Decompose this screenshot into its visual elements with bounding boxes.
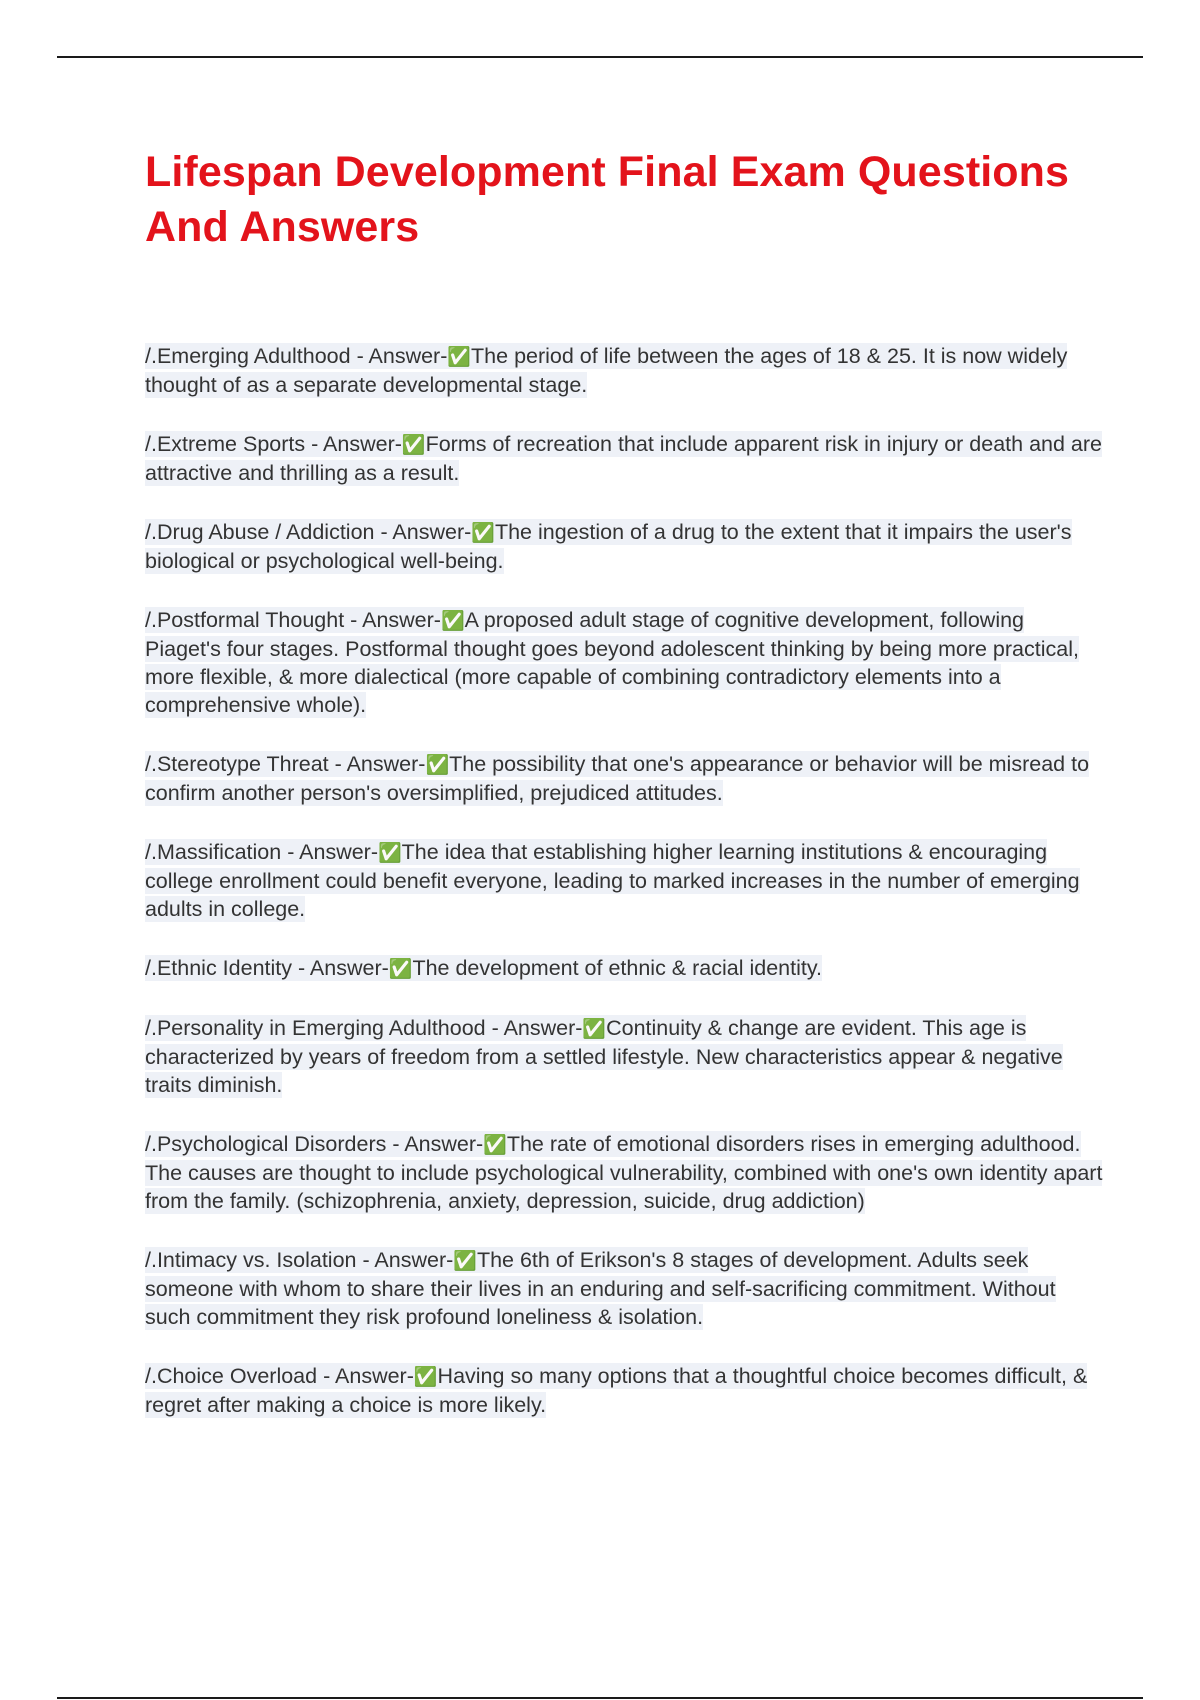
qa-answer: Continuity & change are evident. This age is characterized by years of freedom from a settled lifestyle. New characteristics appear & negative traits diminish. xyxy=(145,1016,1063,1097)
qa-text: /.Intimacy vs. Isolation - Answer-✅The 6th of Erikson's 8 stages of development. Adults seek someone with whom to share their lives in an enduring and self-sacrificing commitment. Without such commitment they risk profound loneliness & isolation. xyxy=(145,1248,1056,1329)
qa-separator: Answer- xyxy=(503,1016,583,1040)
check-icon: ✅ xyxy=(425,754,450,776)
qa-separator: Answer- xyxy=(368,344,448,368)
qa-prefix: /. xyxy=(145,840,157,864)
qa-item xyxy=(145,430,1105,487)
qa-term: Postformal Thought xyxy=(156,608,345,632)
check-icon: ✅ xyxy=(378,842,402,864)
qa-term: Massification xyxy=(156,840,282,864)
qa-prefix: /. xyxy=(145,608,157,632)
qa-separator: Answer- xyxy=(299,840,378,864)
qa-text: /.Drug Abuse / Addiction - Answer-✅The ingestion of a drug to the extent that it impairs the user's biological or psychological well-being. xyxy=(145,520,1072,573)
qa-separator: Answer- xyxy=(404,1132,484,1156)
check-icon: ✅ xyxy=(471,522,495,544)
qa-answer: The period of life between the ages of 18 & 25. It is now widely thought of as a separate developmental stage. xyxy=(145,344,1068,397)
qa-term: Extreme Sports xyxy=(156,432,306,456)
qa-term: Stereotype Threat xyxy=(156,752,329,776)
qa-answer: The ingestion of a drug to the extent that it impairs the user's biological or psychological well-being. xyxy=(145,520,1072,573)
qa-term: Personality in Emerging Adulthood xyxy=(156,1016,486,1040)
qa-text: /.Ethnic Identity - Answer-✅The development of ethnic & racial identity. xyxy=(145,956,822,980)
qa-term: Drug Abuse / Addiction xyxy=(156,520,375,544)
qa-list xyxy=(145,342,1105,1450)
qa-separator: Answer- xyxy=(335,1364,414,1388)
qa-term: Ethnic Identity xyxy=(156,956,292,980)
qa-item xyxy=(145,838,1105,923)
qa-text: /.Psychological Disorders - Answer-✅The rate of emotional disorders rises in emerging adulthood. The causes are thought to include psychological vulnerability, combined with one's own identity apart from the family. (schizophrenia, anxiety, depression, suicide, drug addiction) xyxy=(145,1132,1103,1213)
qa-answer: The 6th of Erikson's 8 stages of development. Adults seek someone with whom to share their lives in an enduring and self-sacrificing commitment. Without such commitment they risk profound loneliness & isolation. xyxy=(145,1248,1056,1329)
check-icon: ✅ xyxy=(483,1134,507,1156)
qa-prefix: /. xyxy=(145,344,157,368)
check-icon: ✅ xyxy=(447,346,472,368)
check-icon: ✅ xyxy=(440,610,465,632)
qa-term: Intimacy vs. Isolation xyxy=(156,1248,357,1272)
qa-term: Psychological Disorders xyxy=(156,1132,387,1156)
qa-item xyxy=(145,750,1105,807)
qa-prefix: /. xyxy=(145,432,157,456)
qa-separator: Answer- xyxy=(323,432,402,456)
qa-text: /.Extreme Sports - Answer-✅Forms of recreation that include apparent risk in injury or death and are attractive and thrilling as a result. xyxy=(145,432,1102,485)
check-icon: ✅ xyxy=(582,1018,607,1040)
qa-item xyxy=(145,954,1105,983)
check-icon: ✅ xyxy=(453,1250,477,1272)
check-icon: ✅ xyxy=(413,1366,438,1388)
qa-answer: The development of ethnic & racial identity. xyxy=(412,956,822,980)
qa-prefix: /. xyxy=(145,752,157,776)
qa-separator: Answer- xyxy=(346,752,426,776)
qa-answer: The possibility that one's appearance or behavior will be misread to confirm another person's oversimplified, prejudiced attitudes. xyxy=(145,752,1090,805)
qa-answer: A proposed adult stage of cognitive development, following Piaget's four stages. Postformal thought goes beyond adolescent thinking by being more practical, more flexible, & more dialectical (more capable of combining contradictory elements into a comprehensive whole). xyxy=(145,608,1079,717)
qa-text: /.Massification - Answer-✅The idea that establishing higher learning institutions & encouraging college enrollment could benefit everyone, leading to marked increases in the number of emerging adults in college. xyxy=(145,840,1080,921)
qa-text: /.Postformal Thought - Answer-✅A proposed adult stage of cognitive development, following Piaget's four stages. Postformal thought goes beyond adolescent thinking by being more practical, more flexible, & more dialectical (more capable of combining contradictory elements into a comprehensive whole). xyxy=(145,608,1079,717)
qa-text: /.Personality in Emerging Adulthood - Answer-✅Continuity & change are evident. This age is characterized by years of freedom from a settled lifestyle. New characteristics appear & negative traits diminish. xyxy=(145,1016,1063,1097)
check-icon: ✅ xyxy=(401,434,426,456)
qa-separator: Answer- xyxy=(309,956,389,980)
qa-item xyxy=(145,606,1105,719)
qa-answer: Having so many options that a thoughtful choice becomes difficult, & regret after making a choice is more likely. xyxy=(145,1364,1088,1417)
qa-separator: Answer- xyxy=(374,1248,454,1272)
qa-answer: The idea that establishing higher learning institutions & encouraging college enrollment could benefit everyone, leading to marked increases in the number of emerging adults in college. xyxy=(145,840,1080,921)
qa-prefix: /. xyxy=(145,1132,157,1156)
qa-text: /.Choice Overload - Answer-✅Having so many options that a thoughtful choice becomes difficult, & regret after making a choice is more likely. xyxy=(145,1364,1088,1417)
document-title: Lifespan Development Final Exam Questions And Answers xyxy=(145,148,1070,251)
qa-answer: The rate of emotional disorders rises in emerging adulthood. The causes are thought to include psychological vulnerability, combined with one's own identity apart from the family. (schizophrenia, anxiety, depression, suicide, drug addiction) xyxy=(145,1132,1103,1213)
qa-prefix: /. xyxy=(145,1364,157,1388)
qa-term: Choice Overload xyxy=(156,1364,318,1388)
qa-prefix: /. xyxy=(145,1248,157,1272)
qa-separator: Answer- xyxy=(392,520,472,544)
qa-item xyxy=(145,342,1105,399)
qa-prefix: /. xyxy=(145,520,157,544)
top-rule xyxy=(57,56,1143,58)
qa-text: /.Stereotype Threat - Answer-✅The possibility that one's appearance or behavior will be misread to confirm another person's oversimplified, prejudiced attitudes. xyxy=(145,752,1090,805)
qa-item xyxy=(145,1362,1105,1419)
bottom-rule xyxy=(57,1697,1143,1699)
qa-prefix: /. xyxy=(145,956,157,980)
qa-item xyxy=(145,518,1105,575)
qa-separator: Answer- xyxy=(362,608,441,632)
check-icon: ✅ xyxy=(388,958,413,980)
qa-item xyxy=(145,1014,1105,1099)
qa-term: Emerging Adulthood xyxy=(156,344,351,368)
qa-text: /.Emerging Adulthood - Answer-✅The period of life between the ages of 18 & 25. It is now widely thought of as a separate developmental stage. xyxy=(145,344,1068,397)
qa-item xyxy=(145,1130,1105,1215)
qa-answer: Forms of recreation that include apparent risk in injury or death and are attractive and thrilling as a result. xyxy=(145,432,1102,485)
qa-item xyxy=(145,1246,1105,1331)
qa-prefix: /. xyxy=(145,1016,157,1040)
